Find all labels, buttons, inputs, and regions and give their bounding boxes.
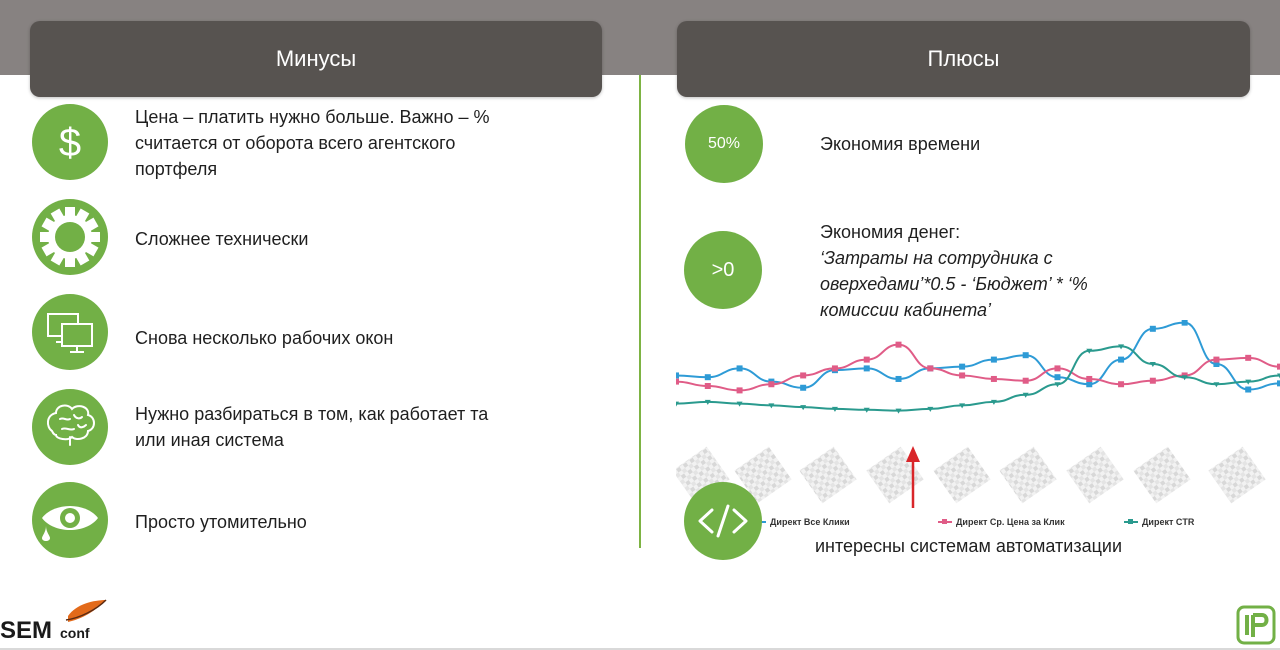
brain-icon — [32, 389, 108, 465]
data-point-1-13 — [1086, 376, 1092, 382]
legend-item-clicks — [752, 512, 850, 532]
badge-50-percent — [685, 105, 763, 183]
data-point-0-16 — [1182, 320, 1188, 326]
data-point-0-13 — [1086, 381, 1092, 387]
column-divider — [639, 75, 641, 548]
legend-label-ctr: Директ CTR — [1142, 517, 1195, 527]
data-point-1-3 — [768, 381, 774, 387]
data-point-1-17 — [1213, 357, 1219, 363]
data-point-0-14 — [1118, 357, 1124, 363]
legend-swatch-cpc — [938, 521, 952, 523]
gear-icon — [32, 199, 108, 275]
data-point-1-7 — [896, 342, 902, 348]
plus-item-money — [820, 219, 1160, 323]
money-title: Экономия денег: — [820, 222, 961, 242]
data-point-1-0 — [676, 379, 679, 385]
monitors-icon — [32, 294, 108, 370]
data-point-0-12 — [1054, 374, 1060, 380]
data-point-0-2 — [737, 365, 743, 371]
badge-gt-zero — [684, 231, 762, 309]
data-point-1-10 — [991, 376, 997, 382]
data-point-1-9 — [959, 372, 965, 378]
legend-item-cpc — [938, 512, 1065, 532]
dollar-icon — [32, 104, 108, 180]
data-point-0-7 — [896, 376, 902, 382]
svg-text:SEM: SEM — [0, 617, 53, 644]
blurred-x-axis-labels — [676, 447, 1266, 504]
minus-item-tiring: Просто утомительно — [135, 512, 307, 532]
data-point-0-0 — [676, 372, 679, 378]
data-point-1-18 — [1245, 355, 1251, 361]
minus-item-learn: Нужно разбираться в том, как работает та или иная система — [135, 404, 489, 450]
code-icon — [684, 482, 762, 560]
minus-item-price: Цена – платить нужно больше. Важно – % считается от оборота всего агентского портфеля — [135, 107, 490, 179]
data-point-0-15 — [1150, 326, 1156, 332]
series-line-2 — [676, 346, 1280, 410]
series-line-1 — [676, 345, 1280, 391]
plus-item-time: Экономия времени — [820, 134, 981, 154]
ip-logo — [1236, 605, 1276, 645]
money-formula: ‘Затраты на сотрудника с оверхедами’*0.5 - ‘Бюджет’ * ‘% комиссии кабинета’ — [820, 248, 1088, 320]
tired-eye-icon — [32, 482, 108, 558]
data-point-1-6 — [864, 357, 870, 363]
data-point-1-15 — [1150, 378, 1156, 384]
data-point-1-1 — [705, 383, 711, 389]
plus-item-automation: интересны системам автоматизации — [815, 536, 1123, 556]
plus-header — [677, 21, 1250, 97]
data-point-0-11 — [1023, 352, 1029, 358]
legend-label-clicks: Директ Все Клики — [770, 517, 850, 527]
data-point-1-8 — [927, 365, 933, 371]
data-point-1-5 — [832, 365, 838, 371]
badge-50-label: 50% — [707, 135, 741, 152]
legend-label-cpc: Директ Ср. Цена за Клик — [956, 517, 1065, 527]
data-point-1-11 — [1023, 378, 1029, 384]
badge-gt0-label: >0 — [711, 258, 735, 281]
data-point-1-2 — [737, 387, 743, 393]
plus-title: Плюсы — [927, 46, 1000, 71]
legend-swatch-ctr — [1124, 521, 1138, 523]
data-point-0-6 — [864, 365, 870, 371]
series-line-0 — [676, 323, 1280, 390]
minus-title: Минусы — [275, 46, 357, 71]
data-point-1-14 — [1118, 381, 1124, 387]
minus-item-windows: Снова несколько рабочих окон — [135, 328, 394, 348]
data-point-0-10 — [991, 357, 997, 363]
svg-text:conf: conf — [60, 625, 90, 641]
svg-text:$: $ — [58, 121, 82, 165]
data-point-0-4 — [800, 385, 806, 391]
data-point-0-9 — [959, 364, 965, 370]
minus-item-technical: Сложнее технически — [135, 229, 309, 249]
semconf-logo — [0, 596, 110, 646]
minus-header — [30, 21, 602, 97]
line-chart — [676, 320, 1280, 535]
data-point-1-4 — [800, 372, 806, 378]
legend-item-ctr — [1124, 512, 1194, 532]
data-point-0-1 — [705, 374, 711, 380]
data-point-1-12 — [1054, 365, 1060, 371]
data-point-0-18 — [1245, 387, 1251, 393]
